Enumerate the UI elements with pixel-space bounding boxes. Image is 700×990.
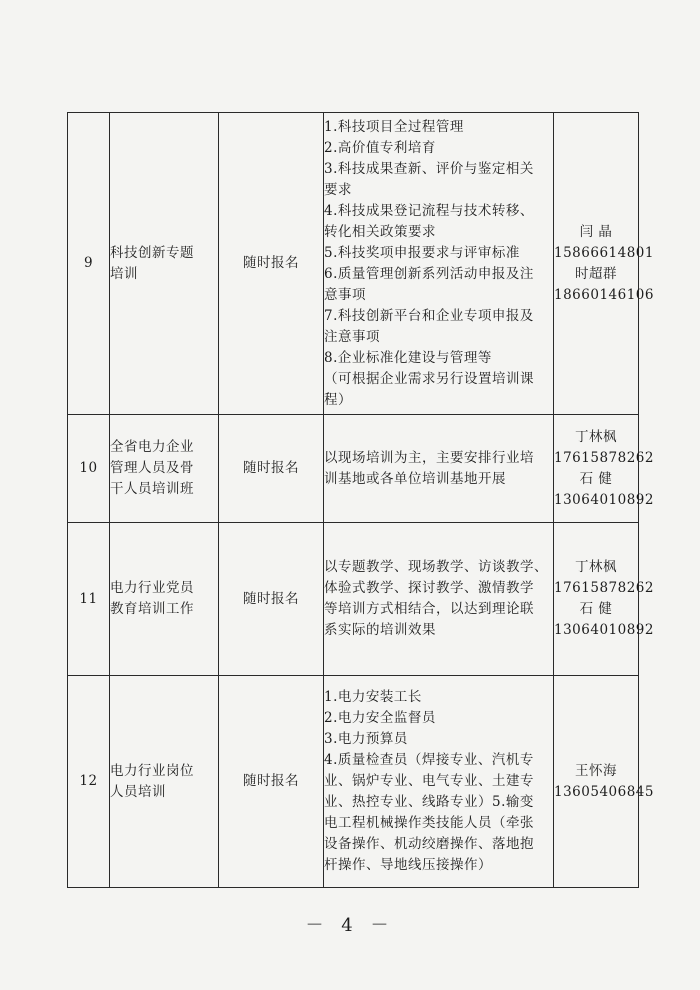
contact-info: 闫 晶 15866614801 时超群 18660146106 (554, 113, 639, 415)
page-number: － 4 － (305, 915, 395, 936)
table-row (68, 415, 639, 523)
contact-info: 丁林枫 17615878262 石 健 13064010892 (554, 415, 639, 523)
course-content: 以专题教学、现场教学、访谈教学、 体验式教学、探讨教学、激情教学 等培训方式相结合，以达到理论联 系实际的培训效果 (324, 523, 554, 676)
row-number: 11 (68, 523, 110, 676)
table-row (68, 113, 639, 415)
contact-info: 王怀海 13605406845 (554, 676, 639, 888)
row-number: 10 (68, 415, 110, 523)
table-row (68, 676, 639, 888)
course-name: 科技创新专题 培训 (110, 113, 219, 415)
course-content: 1.科技项目全过程管理 2.高价值专利培育 3.科技成果查新、评价与鉴定相关 要求 4.科技成果登记流程与技术转移、 转化相关政策要求 5.科技奖项申报要求与评审标准 6.质量管理创新系列活动申报及注 意事项 7.科技创新平台和企业专项申报及 注意事项 8.企业标准化建设与管理等 （可根据企业需求另行设置培训课 程） (324, 113, 554, 415)
row-number: 9 (68, 113, 110, 415)
course-name: 电力行业党员 教育培训工作 (110, 523, 219, 676)
row-number: 12 (68, 676, 110, 888)
course-name: 电力行业岗位 人员培训 (110, 676, 219, 888)
course-content: 1.电力安装工长 2.电力安全监督员 3.电力预算员 4.质量检查员（焊接专业、汽机专 业、锅炉专业、电气专业、土建专 业、热控专业、线路专业）5.输变 电工程机械操作类技能人员（牵张 设备操作、机动绞磨操作、落地抱 杆操作、导地线压接操作） (324, 676, 554, 888)
course-content: 以现场培训为主，主要安排行业培 训基地或各单位培训基地开展 (324, 415, 554, 523)
table-row (68, 523, 639, 676)
training-table (67, 112, 654, 888)
contact-info: 丁林枫 17615878262 石 健 13064010892 (554, 523, 639, 676)
registration-time: 随时报名 (219, 523, 324, 676)
registration-time: 随时报名 (219, 676, 324, 888)
registration-time: 随时报名 (219, 113, 324, 415)
course-name: 全省电力企业 管理人员及骨 干人员培训班 (110, 415, 219, 523)
registration-time: 随时报名 (219, 415, 324, 523)
